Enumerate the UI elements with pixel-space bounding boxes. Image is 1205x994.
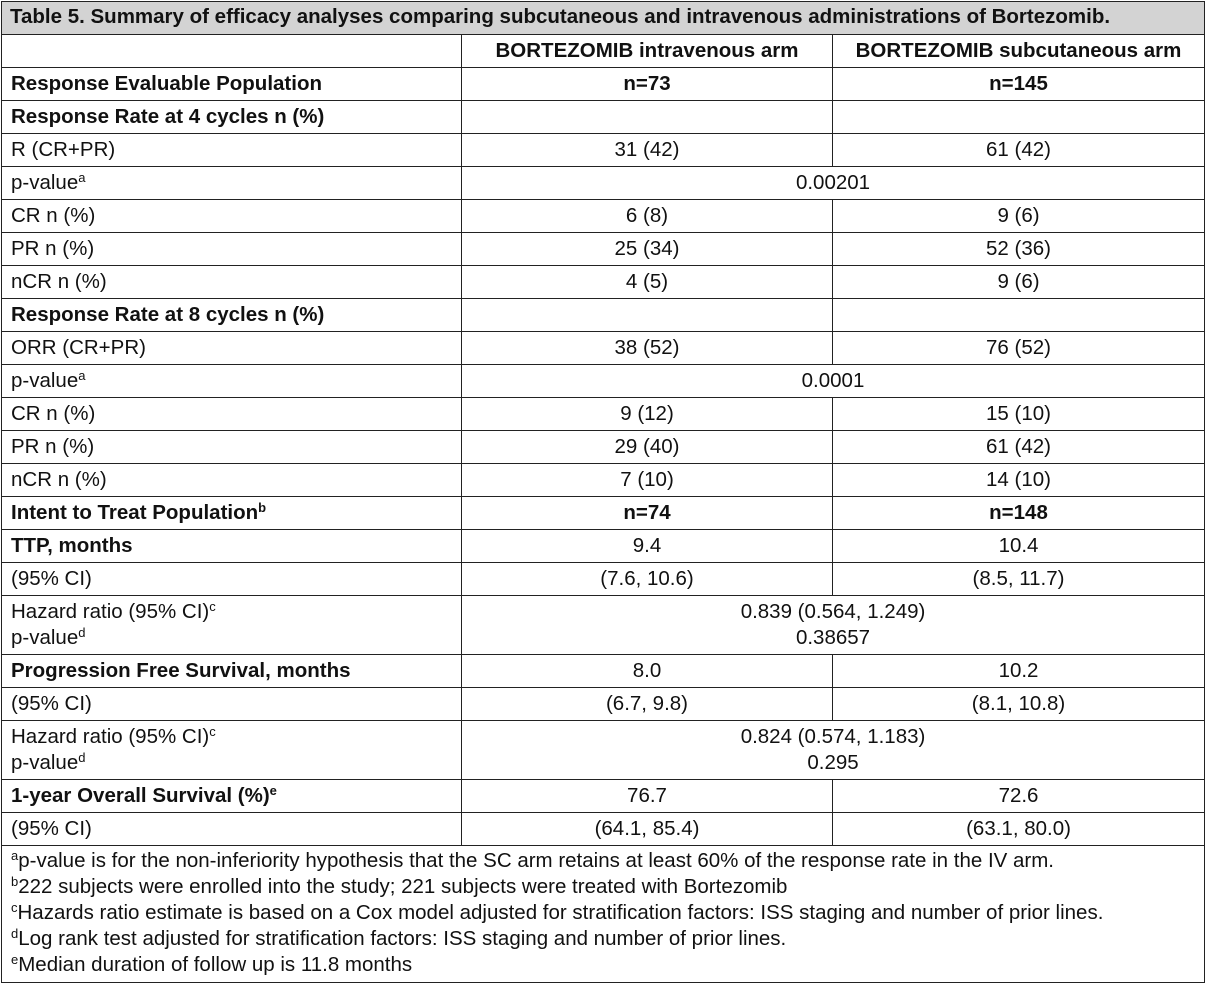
footnote	[11, 874, 1195, 900]
table-row	[2, 398, 1205, 431]
row-label-line	[11, 599, 452, 625]
row-label	[2, 497, 462, 530]
row-label-text: Hazard ratio (95% CI)	[11, 600, 210, 623]
footnotes-cell	[2, 846, 1205, 983]
merged-value-cell	[462, 721, 1205, 780]
sc-cell: (63.1, 80.0)	[833, 813, 1205, 846]
table-row	[2, 721, 1205, 780]
row-label: ORR (CR+PR)	[2, 332, 462, 365]
iv-cell: (7.6, 10.6)	[462, 563, 833, 596]
footnote-marker: d	[78, 750, 86, 765]
merged-value-cell	[462, 596, 1205, 655]
row-label: nCR n (%)	[2, 266, 462, 299]
sc-cell	[833, 299, 1205, 332]
header-empty-cell	[2, 35, 462, 68]
row-label: PR n (%)	[2, 233, 462, 266]
table-row	[2, 167, 1205, 200]
table-row	[2, 563, 1205, 596]
iv-cell	[462, 299, 833, 332]
row-label	[2, 596, 462, 655]
iv-cell: 7 (10)	[462, 464, 833, 497]
iv-cell: 6 (8)	[462, 200, 833, 233]
sc-cell: 9 (6)	[833, 266, 1205, 299]
footnote-marker: b	[258, 500, 267, 515]
footnotes-row	[2, 846, 1205, 983]
footnote-marker: e	[11, 952, 19, 967]
footnote-marker: b	[11, 874, 19, 889]
iv-cell: 8.0	[462, 655, 833, 688]
iv-cell: 4 (5)	[462, 266, 833, 299]
iv-cell: 76.7	[462, 780, 833, 813]
row-label: Response Rate at 8 cycles n (%)	[2, 299, 462, 332]
table-row	[2, 813, 1205, 846]
row-label	[2, 780, 462, 813]
header-sc-arm: BORTEZOMIB subcutaneous arm	[833, 35, 1205, 68]
footnote	[11, 900, 1195, 926]
footnote-marker: d	[11, 926, 19, 941]
row-label-text: p-value	[11, 369, 79, 392]
table-row	[2, 299, 1205, 332]
row-label-text: 1-year Overall Survival (%)	[11, 784, 270, 807]
sc-cell: 76 (52)	[833, 332, 1205, 365]
sc-cell: n=148	[833, 497, 1205, 530]
footnote-marker: a	[78, 170, 86, 185]
table-row	[2, 688, 1205, 721]
sc-cell: 9 (6)	[833, 200, 1205, 233]
row-label-text: Intent to Treat Population	[11, 501, 259, 524]
table-row	[2, 134, 1205, 167]
footnote-text: Hazards ratio estimate is based on a Cox model adjusted for stratification factors: ISS staging and number of prior lines.	[17, 901, 1104, 924]
value-line: 0.824 (0.574, 1.183)	[740, 725, 926, 748]
row-label-line	[11, 625, 452, 651]
footnote-marker: d	[78, 625, 86, 640]
table-row	[2, 464, 1205, 497]
table-row	[2, 332, 1205, 365]
sc-cell: 10.2	[833, 655, 1205, 688]
sc-cell: 72.6	[833, 780, 1205, 813]
iv-cell: n=74	[462, 497, 833, 530]
iv-cell: (64.1, 85.4)	[462, 813, 833, 846]
header-iv-arm: BORTEZOMIB intravenous arm	[462, 35, 833, 68]
iv-cell: (6.7, 9.8)	[462, 688, 833, 721]
iv-cell: 29 (40)	[462, 431, 833, 464]
row-label: (95% CI)	[2, 563, 462, 596]
table-row	[2, 530, 1205, 563]
value-line: 0.839 (0.564, 1.249)	[740, 600, 926, 623]
footnote	[11, 952, 1195, 978]
row-label: TTP, months	[2, 530, 462, 563]
table-row	[2, 266, 1205, 299]
sc-cell: 52 (36)	[833, 233, 1205, 266]
footnote-marker: c	[11, 900, 18, 915]
table-row	[2, 68, 1205, 101]
iv-cell: n=73	[462, 68, 833, 101]
row-label: Response Rate at 4 cycles n (%)	[2, 101, 462, 134]
merged-value-cell: 0.0001	[462, 365, 1205, 398]
row-label	[2, 365, 462, 398]
row-label	[2, 721, 462, 780]
table-title: Table 5. Summary of efficacy analyses comparing subcutaneous and intravenous administrations of Bortezomib.	[2, 2, 1205, 35]
sc-cell: (8.1, 10.8)	[833, 688, 1205, 721]
footnote-marker: c	[209, 724, 216, 739]
footnote-marker: e	[269, 783, 277, 798]
footnote-text: 222 subjects were enrolled into the study; 221 subjects were treated with Bortezomib	[18, 875, 788, 898]
footnote-marker: a	[78, 368, 86, 383]
iv-cell: 9.4	[462, 530, 833, 563]
row-label: CR n (%)	[2, 200, 462, 233]
row-label-line	[11, 724, 452, 750]
value-line: 0.38657	[795, 626, 871, 649]
sc-cell: 14 (10)	[833, 464, 1205, 497]
footnote-text: Log rank test adjusted for stratification factors: ISS staging and number of prior lines.	[18, 927, 787, 950]
value-line: 0.295	[807, 751, 859, 774]
table-row	[2, 596, 1205, 655]
header-row	[2, 35, 1205, 68]
row-label	[2, 167, 462, 200]
iv-cell: 9 (12)	[462, 398, 833, 431]
sc-cell: (8.5, 11.7)	[833, 563, 1205, 596]
row-label: R (CR+PR)	[2, 134, 462, 167]
footnote-marker: a	[11, 848, 19, 863]
row-label-text: Hazard ratio (95% CI)	[11, 725, 210, 748]
iv-cell: 31 (42)	[462, 134, 833, 167]
table-row	[2, 365, 1205, 398]
row-label: (95% CI)	[2, 813, 462, 846]
sc-cell: n=145	[833, 68, 1205, 101]
merged-value-cell: 0.00201	[462, 167, 1205, 200]
table-row	[2, 233, 1205, 266]
footnote-text: Median duration of follow up is 11.8 months	[18, 953, 413, 976]
title-row	[2, 2, 1205, 35]
sc-cell: 15 (10)	[833, 398, 1205, 431]
efficacy-table	[1, 1, 1205, 983]
row-label: Progression Free Survival, months	[2, 655, 462, 688]
table-row	[2, 200, 1205, 233]
row-label: PR n (%)	[2, 431, 462, 464]
footnote	[11, 926, 1195, 952]
iv-cell: 38 (52)	[462, 332, 833, 365]
row-label-line	[11, 750, 452, 776]
sc-cell	[833, 101, 1205, 134]
table-row	[2, 780, 1205, 813]
iv-cell	[462, 101, 833, 134]
footnote-text: p-value is for the non-inferiority hypothesis that the SC arm retains at least 60% of the response rate in the IV arm.	[18, 849, 1055, 872]
row-label-text: p-value	[11, 626, 79, 649]
footnote-marker: c	[209, 599, 216, 614]
sc-cell: 61 (42)	[833, 431, 1205, 464]
table-row	[2, 101, 1205, 134]
row-label: (95% CI)	[2, 688, 462, 721]
iv-cell: 25 (34)	[462, 233, 833, 266]
sc-cell: 10.4	[833, 530, 1205, 563]
row-label-text: p-value	[11, 171, 79, 194]
table-row	[2, 497, 1205, 530]
row-label-text: p-value	[11, 751, 79, 774]
row-label: CR n (%)	[2, 398, 462, 431]
footnote	[11, 848, 1195, 874]
table-row	[2, 431, 1205, 464]
table-row	[2, 655, 1205, 688]
sc-cell: 61 (42)	[833, 134, 1205, 167]
row-label: Response Evaluable Population	[2, 68, 462, 101]
row-label: nCR n (%)	[2, 464, 462, 497]
